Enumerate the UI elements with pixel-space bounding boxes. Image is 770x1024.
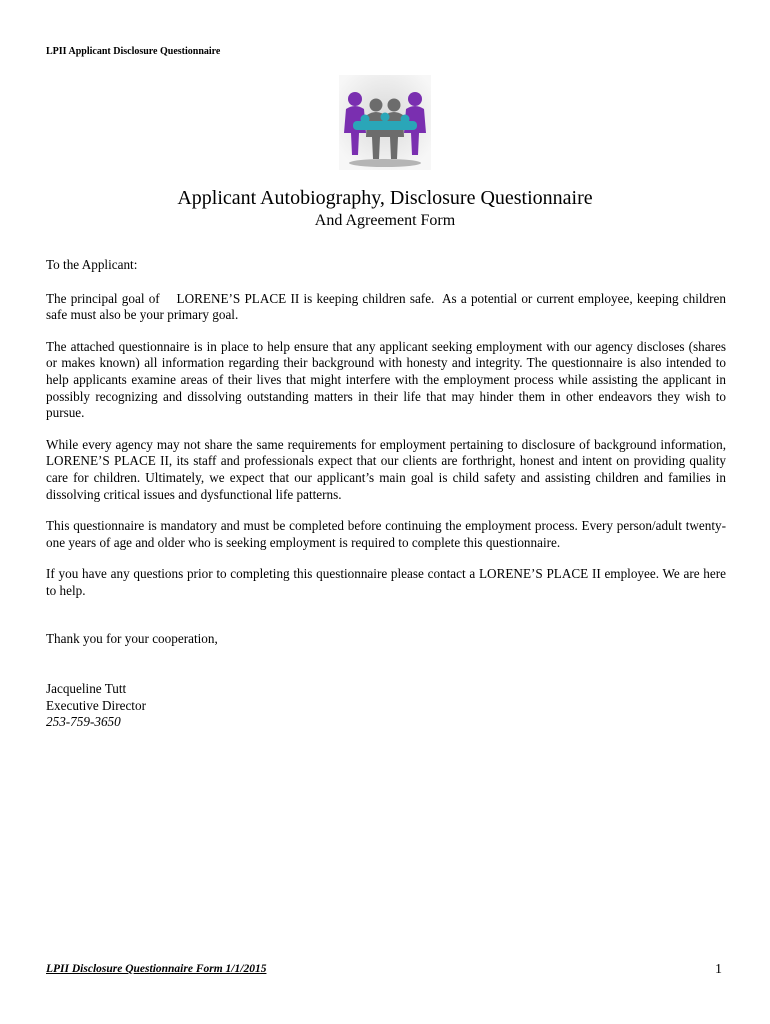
salutation: To the Applicant: — [46, 257, 138, 272]
page-number: 1 — [715, 962, 722, 977]
paragraph: While every agency may not share the same requirements for employment pertaining to disclosure of background information, LORENE’S PLACE II, its staff and professionals expect that our clients are forthright, honest and intent on providing quality care for children. Ultimately, we expect that our applicant’s main goal is child safety and assisting children and families in dissolving critical issues and dysfunctional life patterns. — [46, 436, 726, 502]
signer-name: Jacqueline Tutt — [46, 681, 127, 696]
signer-title: Executive Director — [46, 697, 146, 713]
document-title: Applicant Autobiography, Disclosure Questionnaire — [177, 187, 593, 209]
signer-phone: 253-759-3650 — [46, 714, 121, 730]
footer-label: LPII Disclosure Questionnaire Form 1/1/2015 — [46, 963, 267, 975]
letter-body — [46, 257, 730, 662]
document-subtitle: And Agreement Form — [314, 212, 456, 229]
paragraph: The principal goal of LORENE’S PLACE II is keeping children safe. As a potential or current employee, keeping children safe must also be your primary goal. — [46, 290, 730, 323]
paragraph: The attached questionnaire is in place to help ensure that any applicant seeking employment with our agency discloses (shares or makes known) all information regarding their background with honesty and integrity. The questionnaire is also intended to help applicants examine areas of their lives that might interfere with the employment process while assisting the applicant in possibly recognizing and dissolving outstanding matters in their life that may hinder them in other endeavors they wish to pursue. — [46, 338, 726, 421]
closing: Thank you for your cooperation, — [46, 630, 218, 646]
logo — [339, 75, 431, 170]
family-group-icon — [339, 75, 431, 170]
paragraph: This questionnaire is mandatory and must be completed before continuing the employment process. Every person/adult twenty-one years of age and older who is seeking employment is required to complete this questionnaire. — [46, 518, 726, 550]
paragraph: If you have any questions prior to completing this questionnaire please contact a LORENE’S PLACE II employee. We are here to help. — [46, 566, 726, 598]
document-header-label: LPII Applicant Disclosure Questionnaire — [46, 46, 221, 57]
signature-block — [46, 681, 146, 731]
